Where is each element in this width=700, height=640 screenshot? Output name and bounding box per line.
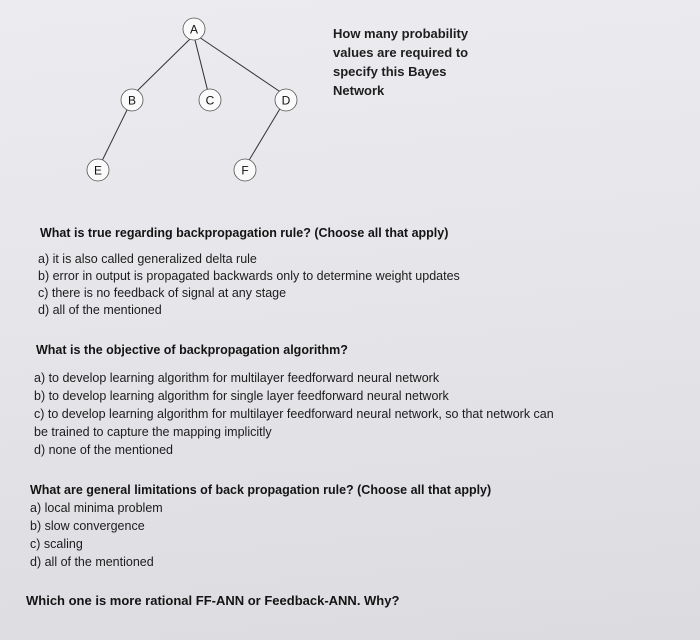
question-4-title: Which one is more rational FF-ANN or Feedback-ANN. Why? (26, 593, 400, 608)
node-f (234, 159, 256, 181)
question-3-option: c) scaling (30, 537, 83, 551)
question-1 (0, 226, 700, 317)
node-c (199, 89, 221, 111)
question-4 (0, 593, 700, 608)
node-e-label: E (93, 163, 103, 178)
question-2-option: d) none of the mentioned (34, 443, 173, 457)
question-3-option: b) slow convergence (30, 519, 145, 533)
question-2-option: c) to develop learning algorithm for multilayer feedforward neural network, so that network can (34, 407, 554, 421)
question-2-option: a) to develop learning algorithm for multilayer feedforward neural network (34, 371, 440, 385)
node-f-label: F (241, 163, 249, 178)
edge-a-d (199, 37, 282, 93)
question-1-option: c) there is no feedback of signal at any stage (38, 286, 287, 300)
question-3-title: What are general limitations of back propagation rule? (Choose all that apply) (30, 483, 492, 497)
edge-d-f (248, 107, 281, 162)
node-b-label: B (127, 93, 137, 108)
edge-a-b (135, 38, 191, 93)
question-3-option: d) all of the mentioned (30, 555, 154, 569)
question-3 (0, 483, 700, 569)
question-3-option: a) local minima problem (30, 501, 163, 515)
bayes-network-question (333, 24, 533, 100)
node-e (87, 159, 109, 181)
bayes-question-line: values are required to (333, 45, 469, 60)
node-d (275, 89, 297, 111)
node-a-label: A (189, 22, 199, 37)
bayes-question-line: Network (333, 83, 385, 98)
question-1-option: b) error in output is propagated backwards only to determine weight updates (38, 269, 460, 283)
node-c-label: C (205, 93, 215, 108)
node-d-label: D (281, 93, 291, 108)
question-2-option: b) to develop learning algorithm for single layer feedforward neural network (34, 389, 449, 403)
question-2-title: What is the objective of backpropagation algorithm? (36, 343, 348, 357)
node-b (121, 89, 143, 111)
question-2-option-continued: be trained to capture the mapping implicitly (34, 425, 272, 439)
question-1-option: d) all of the mentioned (38, 303, 162, 317)
question-1-option: a) it is also called generalized delta rule (38, 252, 257, 266)
node-a (183, 18, 205, 40)
edge-b-e (101, 108, 128, 163)
question-1-title: What is true regarding backpropagation rule? (Choose all that apply) (40, 226, 449, 240)
question-2 (0, 343, 700, 457)
edge-a-c (195, 40, 208, 92)
bayes-question-line: How many probability (333, 26, 469, 41)
bayes-question-line: specify this Bayes (333, 64, 447, 79)
